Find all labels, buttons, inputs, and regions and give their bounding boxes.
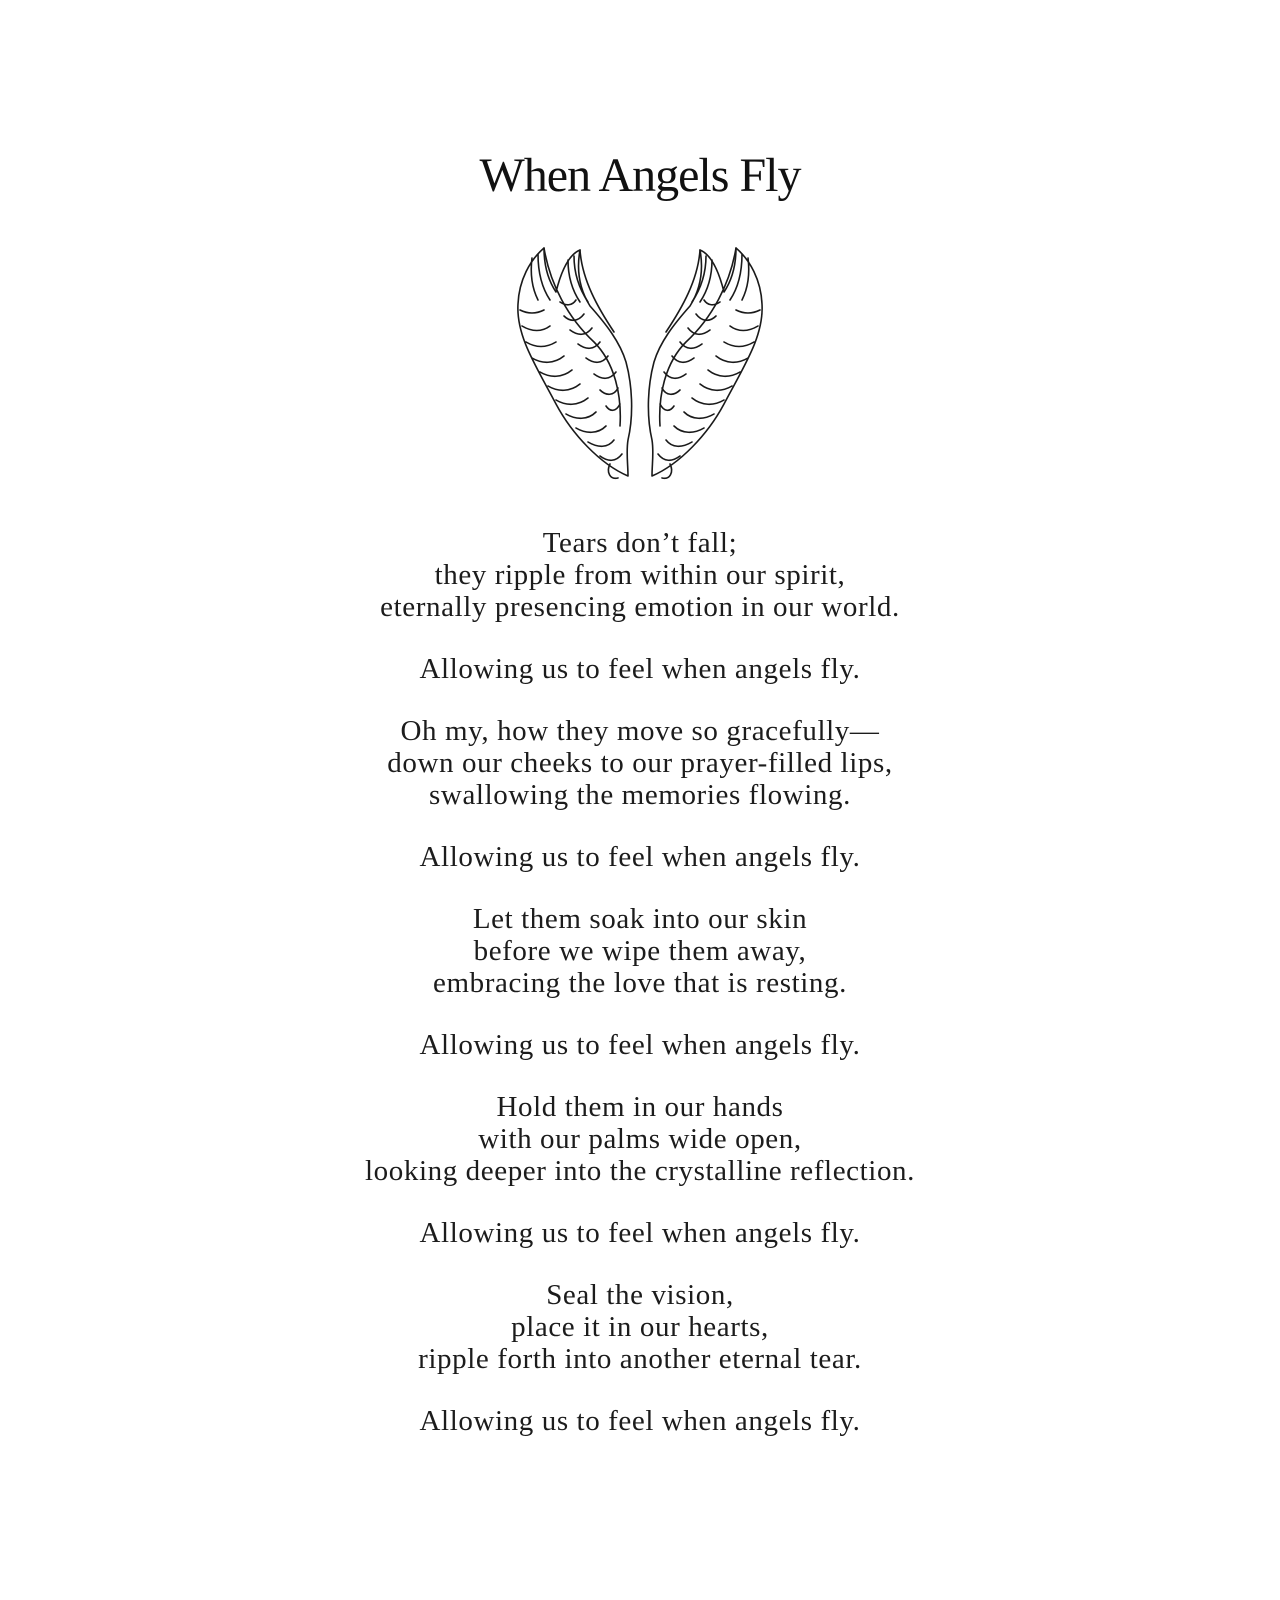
poem-title: When Angels Fly: [479, 149, 801, 202]
stanza-4: [0, 1091, 1280, 1187]
refrain: [0, 1405, 1280, 1437]
poem-line: eternally presencing emotion in our world.: [380, 591, 900, 623]
poem-line: Seal the vision,: [546, 1279, 734, 1311]
refrain-line: Allowing us to feel when angels fly.: [419, 653, 861, 685]
poem-line: Tears don’t fall;: [542, 527, 738, 559]
poem-line: Oh my, how they move so gracefully—: [400, 715, 880, 747]
poem-line: place it in our hearts,: [511, 1311, 769, 1343]
refrain-line: Allowing us to feel when angels fly.: [419, 1029, 861, 1061]
poem-line: embracing the love that is resting.: [432, 967, 847, 999]
poem-line: they ripple from within our spirit,: [434, 559, 846, 591]
refrain: [0, 653, 1280, 685]
poem-line: down our cheeks to our prayer-filled lips,: [387, 747, 893, 779]
refrain: [0, 1217, 1280, 1249]
refrain: [0, 841, 1280, 873]
poem-line: Hold them in our hands: [496, 1091, 784, 1123]
refrain-line: Allowing us to feel when angels fly.: [419, 1405, 861, 1437]
poem-line: ripple forth into another eternal tear.: [418, 1343, 862, 1375]
poem-line: looking deeper into the crystalline reflection.: [364, 1155, 915, 1187]
refrain: [0, 1029, 1280, 1061]
stanza-5: [0, 1279, 1280, 1375]
stanza-3: [0, 903, 1280, 999]
poem-line: Let them soak into our skin: [472, 903, 808, 935]
stanza-2: [0, 715, 1280, 811]
angel-wings-icon: [510, 244, 770, 494]
poem-line: before we wipe them away,: [473, 935, 807, 967]
stanza-1: [0, 527, 1280, 623]
refrain-line: Allowing us to feel when angels fly.: [419, 1217, 861, 1249]
poem-line: with our palms wide open,: [478, 1123, 802, 1155]
poem-body: [0, 527, 1280, 1467]
poem-line: swallowing the memories flowing.: [429, 779, 851, 811]
refrain-line: Allowing us to feel when angels fly.: [419, 841, 861, 873]
